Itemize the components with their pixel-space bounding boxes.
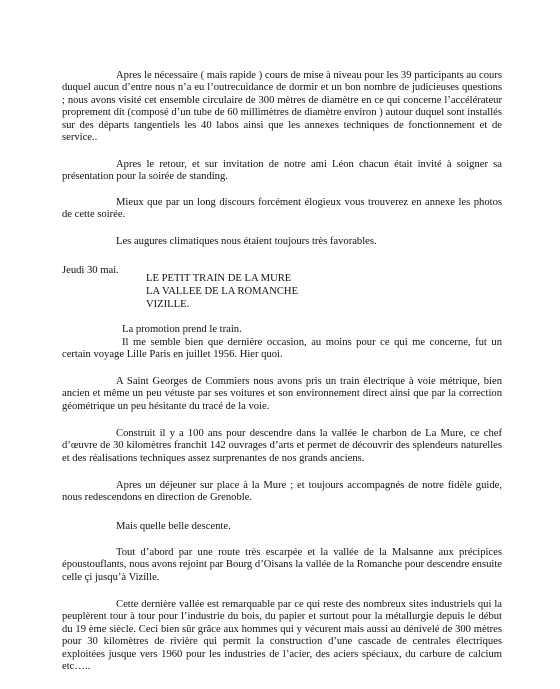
date-heading: Jeudi 30 mai. — [62, 265, 119, 276]
paragraph-promotion-train: La promotion prend le train. — [122, 324, 242, 335]
paragraph-lunch-la-mure: Apres un déjeuner sur place à la Mure ; et toujours accompagnés de notre fidèle guide, nous redescendons en direction de Grenoble. — [62, 480, 502, 504]
paragraph-return-evening: Apres le retour, et sur invitation de notre ami Léon chacun était invité à soigner sa présentation pour la soirée de standing. — [62, 159, 502, 183]
paragraph-cern-visit: Apres le nécessaire ( mais rapide ) cours de mise à niveau pour les 39 participants au cours duquel aucun d’entre nous n’a eu l’outrecuidance de dormir et un bon nombre de judicieuses questions ; nous avons visité cet ensemble circulaire de 300 mètres de diamètre en ce qui concerne l’accélérateur proprement dit (composé d’un tube de 60 millimètres de diamètre environ ) autour duquel sont installés sur des départs tangentiels les 40 labos ainsi que les annexes techniques de fonctionnement et de service.. — [62, 70, 502, 144]
paragraph-last-occasion: Il me semble bien que dernière occasion, au moins pour ce qui me concerne, fut un certain voyage Lille Paris en juillet 1956. Hier quoi. — [62, 337, 502, 361]
paragraph-weather: Les augures climatiques nous étaient toujours très favorables. — [116, 236, 377, 247]
section-title-line-2: LA VALLEE DE LA ROMANCHE — [146, 286, 299, 297]
section-title-line-3: VIZILLE. — [146, 299, 190, 310]
paragraph-descent: Mais quelle belle descente. — [116, 521, 231, 532]
paragraph-photos-annex: Mieux que par un long discours forcément élogieux vous trouverez en annexe les photos de cette soirée. — [62, 197, 502, 221]
section-title-line-1: LE PETIT TRAIN DE LA MURE — [146, 273, 292, 284]
paragraph-malsanne-valley: Tout d’abord par une route très escarpée et la vallée de la Malsanne aux précipices époustouflants, nous avons rejoint par Bourg d’Oisans la vallée de la Romanche pour descendre ensuite celle çi jusqu’à Vizille. — [62, 547, 502, 583]
paragraph-saint-georges: A Saint Georges de Commiers nous avons pris un train électrique à voie métrique, bien ancien et même un peu vétuste par ses voitures et son environnement direct ainsi que par la correction géométrique un peu hésitante du tracé de la voie. — [62, 376, 502, 412]
paragraph-romanche-industry: Cette dernière vallée est remarquable par ce qui reste des nombreux sites industriels qui la peuplèrent tour à tour pour l’industrie du bois, du papier et surtout pour la métallurgie depuis le début du 19 ème siècle. Ceci bien sûr grâce aux hommes qui y vécurent mais aussi au dénivelé de 300 mètres pour 30 kilomètres de rivière qui permit la construction d’une cascade de centrales électriques exploitées jusque vers 1960 pour les industries de l’acier, des aciers spéciaux, du carbure de calcium etc….. — [62, 599, 502, 673]
paragraph-built-100-years: Construit il y a 100 ans pour descendre dans la vallée le charbon de La Mure, ce chef d’œuvre de 30 kilomètres franchit 142 ouvrages d’arts et permet de découvrir des splendeurs naturelles et des réalisations techniques assez surprenantes de nos grands anciens. — [62, 428, 502, 464]
